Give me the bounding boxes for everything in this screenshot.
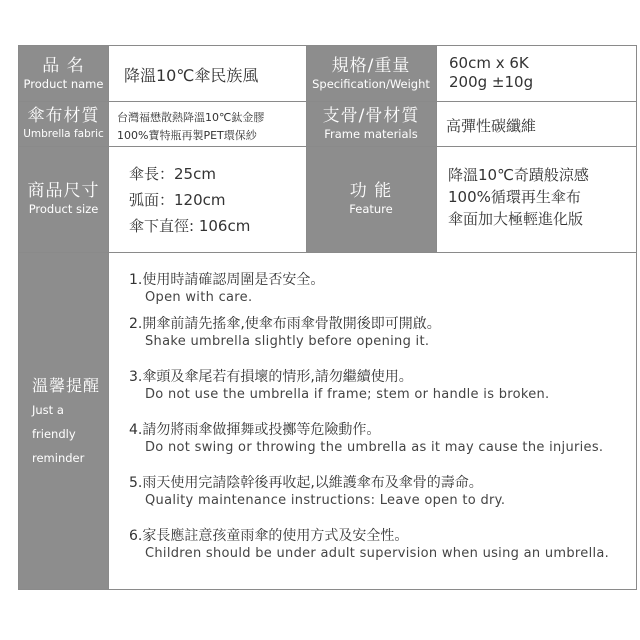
spec-table <box>18 45 637 590</box>
umbrella-fabric-header <box>19 101 108 146</box>
frame-materials-header <box>306 101 436 146</box>
product-size-label-en: Product size <box>28 202 99 216</box>
reminder-label-en-line: friendly <box>32 427 76 441</box>
row-divider <box>19 146 636 147</box>
frame-materials-value: 高彈性碳纖維 <box>446 117 537 135</box>
feature-label-en: Feature <box>349 202 393 216</box>
product-size-header <box>19 146 108 252</box>
product-size-label-zh: 商品尺寸 <box>27 181 100 201</box>
product-size-value-line: 傘下直徑: 106cm <box>129 217 251 235</box>
frame-materials-value-cell <box>436 101 636 146</box>
note-en: Quality maintenance instructions: Leave open to dry. <box>145 493 506 508</box>
column-divider <box>306 46 307 252</box>
umbrella-fabric-value-line: 100%寶特瓶再製PET環保紗 <box>117 129 257 142</box>
product-name-header <box>19 46 108 101</box>
row-divider <box>19 252 636 253</box>
note-en: Children should be under adult supervision when using an umbrella. <box>145 546 610 561</box>
spec-weight-value-cell <box>436 46 636 101</box>
frame-materials-label-en: Frame materials <box>324 126 418 141</box>
note-zh: 4.請勿將雨傘做揮舞或投擲等危險動作。 <box>129 422 381 438</box>
feature-value-line: 傘面加大極輕進化版 <box>448 210 584 228</box>
reminder-notes-cell <box>108 252 636 589</box>
reminder-label-zh: 溫馨提醒 <box>32 376 101 395</box>
feature-header <box>306 146 436 252</box>
reminder-label-en-line: reminder <box>32 451 85 465</box>
product-name-value: 降溫10℃傘民族風 <box>124 66 259 85</box>
spec-weight-label-zh: 規格/重量 <box>331 55 411 76</box>
umbrella-fabric-label-en: Umbrella fabric <box>23 127 104 140</box>
spec-weight-label-en: Specification/Weight <box>312 76 430 91</box>
feature-value-line: 降溫10℃奇蹟般涼感 <box>448 166 589 184</box>
product-size-value-cell <box>108 146 306 252</box>
note-zh: 2.開傘前請先搖傘,使傘布雨傘骨散開後即可開啟。 <box>129 316 441 332</box>
note-zh: 3.傘頭及傘尾若有損壞的情形,請勿繼續使用。 <box>129 369 413 385</box>
note-zh: 5.雨天使用完請陰幹後再收起,以維護傘布及傘骨的壽命。 <box>129 475 483 491</box>
feature-value-cell <box>436 146 636 252</box>
note-en: Do not use the umbrella if frame; stem or handle is broken. <box>145 387 550 402</box>
row-divider <box>19 101 636 102</box>
note-en: Shake umbrella slightly before opening it. <box>145 334 430 349</box>
column-divider <box>108 46 109 589</box>
umbrella-fabric-value-line: 台灣福懋散熱降溫10℃鈦金膠 <box>117 111 265 124</box>
umbrella-fabric-value-cell <box>108 101 306 146</box>
note-zh: 6.家長應註意孩童雨傘的使用方式及安全性。 <box>129 528 409 544</box>
reminder-header <box>19 252 108 589</box>
product-name-label-en: Product name <box>23 76 104 91</box>
note-en: Do not swing or throwing the umbrella as it may cause the injuries. <box>145 440 604 455</box>
umbrella-fabric-label-zh: 傘布材質 <box>27 105 100 126</box>
note-en: Open with care. <box>145 290 253 305</box>
feature-label-zh: 功 能 <box>349 181 393 201</box>
spec-weight-value-line: 60cm x 6K <box>449 54 529 72</box>
spec-weight-value-line: 200g ±10g <box>449 73 534 91</box>
product-size-value-line: 弧面：120cm <box>129 191 226 209</box>
column-divider <box>436 46 437 252</box>
feature-value-line: 100%循環再生傘布 <box>448 188 581 206</box>
product-name-value-cell <box>108 46 306 101</box>
product-name-label-zh: 品 名 <box>42 55 85 76</box>
product-size-value-line: 傘長：25cm <box>129 165 216 183</box>
spec-weight-header <box>306 46 436 101</box>
frame-materials-label-zh: 支骨/骨材質 <box>322 105 420 126</box>
note-zh: 1.使用時請確認周圍是否安全。 <box>129 272 325 288</box>
reminder-label-en-line: Just a <box>32 403 64 417</box>
